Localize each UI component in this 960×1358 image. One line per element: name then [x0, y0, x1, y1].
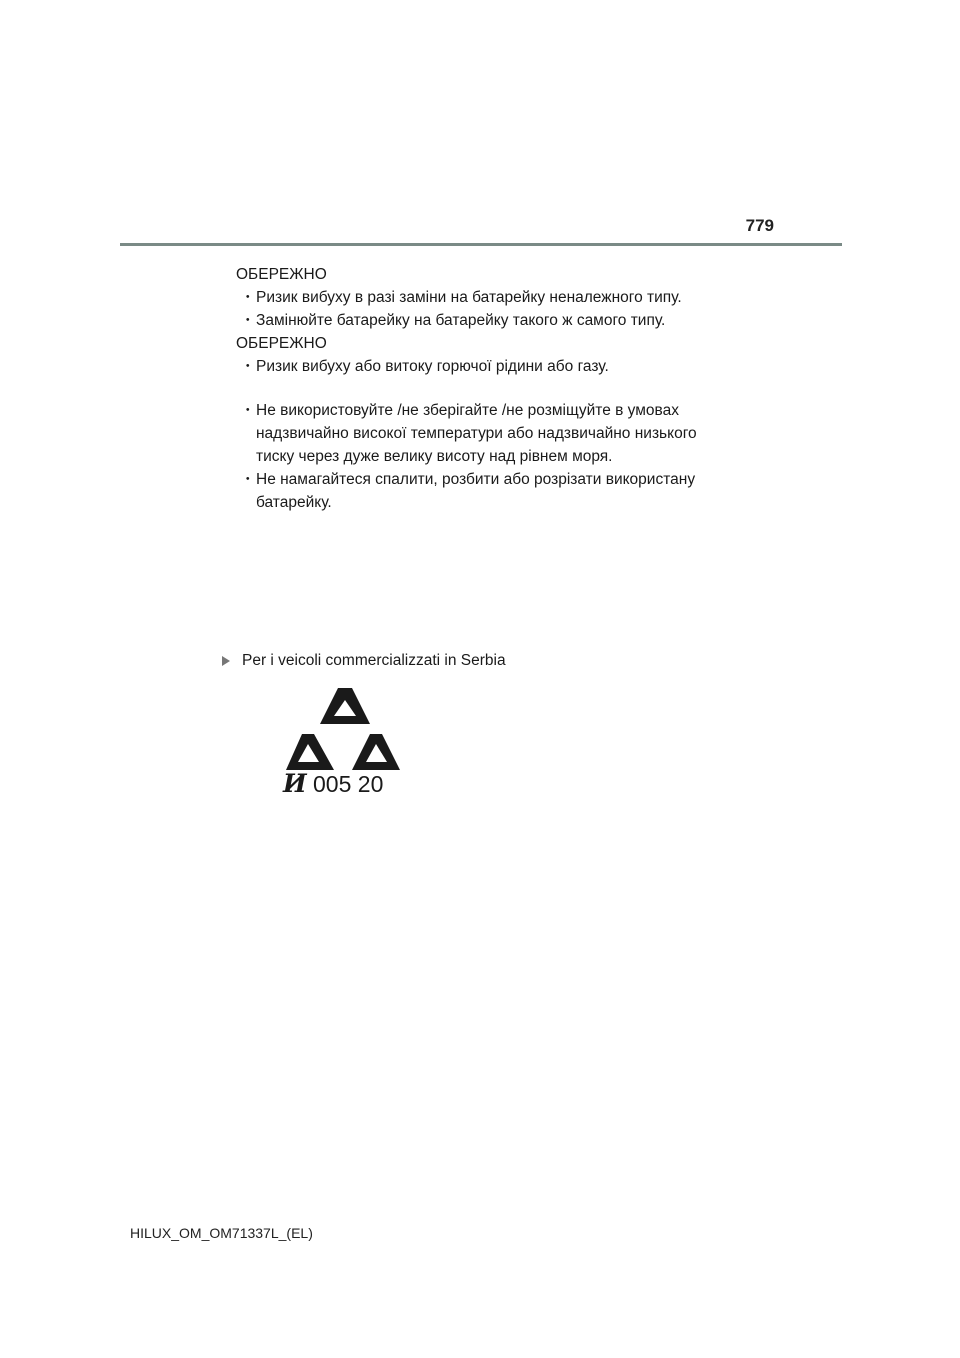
caution-item	[236, 309, 796, 332]
bullet: ・	[240, 471, 256, 488]
caution-item-text: Ризик вибуху в разі заміни на батарейку неналежного типу.	[256, 289, 682, 306]
triangle-right	[352, 734, 400, 770]
certification-mark	[283, 770, 383, 798]
caution-item	[236, 399, 726, 468]
caution-item-text: Не намагайтеся спалити, розбити або розрізати використану батарейку.	[256, 471, 696, 511]
spacer	[236, 378, 796, 399]
serbia-section-label	[222, 651, 506, 671]
caution-item	[236, 286, 796, 309]
caution-item-text: Не використовуйте /не зберігайте /не розміщуйте в умовах надзвичайно високої температури або надзвичайно низького тиску через дуже велику висоту над рівнем моря.	[256, 402, 697, 465]
caution-item	[236, 355, 796, 378]
triangle-top	[320, 688, 370, 724]
bullet: ・	[240, 402, 256, 419]
cert-code: 005 20	[313, 771, 384, 797]
caution-heading: ОБЕРЕЖНО	[236, 266, 327, 283]
caution-item	[236, 468, 726, 514]
cert-letter: И	[283, 769, 307, 798]
footer-document-id: HILUX_OM_OM71337L_(EL)	[130, 1225, 313, 1241]
bullet: ・	[240, 358, 256, 375]
caution-heading: ОБЕРЕЖНО	[236, 335, 327, 352]
recycling-triangles-icon	[282, 686, 402, 776]
bullet: ・	[240, 289, 256, 306]
caution-item-text: Замінюйте батарейку на батарейку такого ж самого типу.	[256, 312, 666, 329]
bullet: ・	[240, 312, 256, 329]
triangle-arrow-icon	[222, 656, 230, 666]
serbia-label-text: Per i veicoli commercializzati in Serbia	[242, 652, 506, 669]
caution-block	[236, 263, 796, 514]
triangle-left	[286, 734, 334, 770]
header-rule	[120, 243, 842, 246]
page-number: 779	[745, 216, 774, 235]
caution-item-text: Ризик вибуху або витоку горючої рідини або газу.	[256, 358, 609, 375]
